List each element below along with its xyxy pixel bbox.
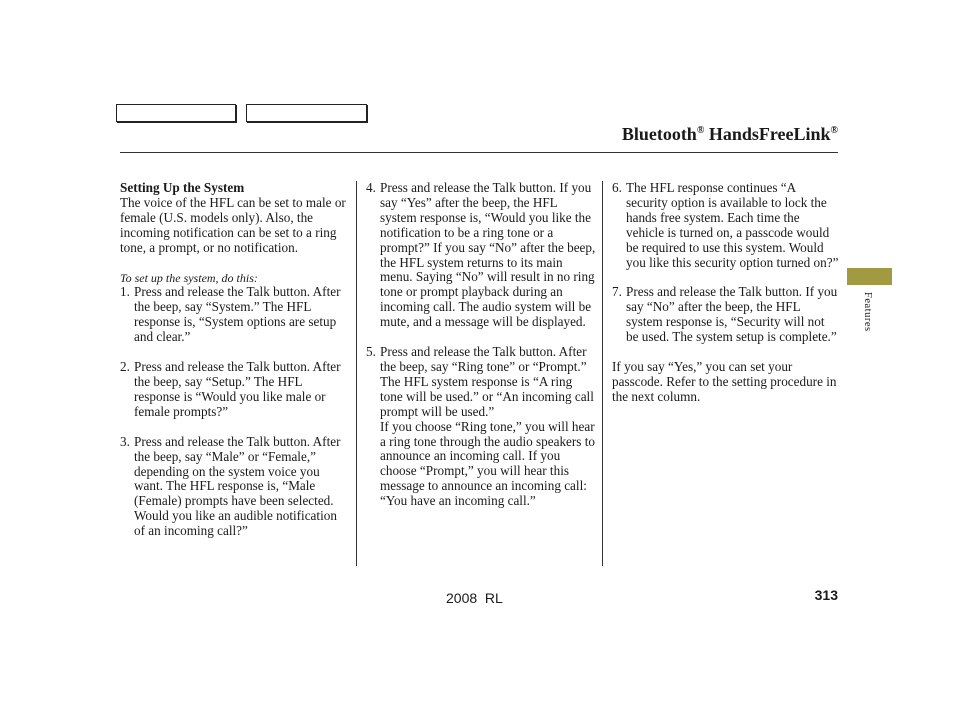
- step-number: 3.: [120, 433, 130, 449]
- title-bluetooth: Bluetooth: [621, 124, 697, 144]
- intro-paragraph: The voice of the HFL can be set to male or female (U.S. models only). Also, the incoming notification can be set to a ring tone, a prompt, or no notification.: [120, 194, 346, 255]
- step-7: [612, 285, 840, 345]
- step-1: [120, 285, 346, 345]
- step-text: Press and release the Talk button. After the beep, say “Setup.” The HFL response is “Would you like male or female prompts?”: [134, 359, 341, 419]
- step-2: [120, 360, 346, 420]
- header-rule: [120, 152, 838, 153]
- step-number: 1.: [120, 284, 130, 300]
- step-5: [366, 345, 596, 509]
- registered-mark: ®: [830, 125, 838, 136]
- step-number: 5.: [366, 344, 376, 360]
- model-label: 2008 RL: [446, 590, 503, 606]
- step-number: 4.: [366, 180, 376, 195]
- step-text: Press and release the Talk button. After the beep, say “Male” or “Female,” depending on the system voice you want. The HFL response is, “Male (Female) prompts have been selected. Would you like an audible notification of an incoming call?”: [134, 433, 341, 539]
- section-label: Features: [862, 292, 873, 332]
- step-3: [120, 435, 346, 539]
- column-1: [120, 181, 346, 539]
- nav-button-2[interactable]: [246, 104, 367, 122]
- step-4: [366, 181, 596, 330]
- step-number: 2.: [120, 359, 130, 375]
- page-title: [622, 124, 838, 145]
- section-heading: Setting Up the System: [120, 180, 245, 195]
- column-2: [366, 181, 596, 509]
- column-divider: [356, 181, 357, 566]
- column-3: [612, 181, 840, 405]
- registered-mark: ®: [696, 125, 705, 136]
- step-text: Press and release the Talk button. After the beep, say “System.” The HFL response is, “System options are setup and clear.”: [134, 284, 341, 345]
- page-number: 313: [814, 587, 838, 603]
- step-text: The HFL response continues “A security option is available to lock the hands free system. Each time the vehicle is turned on, a passcode would be required to use this system. Would you like this security option turned on?”: [626, 180, 839, 270]
- step-text: Press and release the Talk button. After the beep, say “Ring tone” or “Prompt.” The HFL system response is “A ring tone will be used.” or “An incoming call prompt will be used.”: [380, 344, 594, 419]
- title-handsfreelink: HandsFreeLink: [704, 124, 831, 144]
- section-tab[interactable]: [847, 268, 892, 285]
- step-number: 6.: [612, 180, 622, 195]
- step-text: Press and release the Talk button. If you say “No” after the beep, the HFL system response is, “Security will not be used. The system setup is complete.”: [626, 284, 838, 345]
- instructions-intro: To set up the system, do this:: [120, 270, 258, 285]
- step-6: [612, 181, 840, 270]
- step-text-continued: If you choose “Ring tone,” you will hear a ring tone through the audio speakers to announce an incoming call. If you choose “Prompt,” you will hear this message to announce an incoming call: “You have an incoming call.”: [380, 418, 595, 509]
- column-divider: [602, 181, 603, 566]
- closing-paragraph: If you say “Yes,” you can set your passcode. Refer to the setting procedure in the next column.: [612, 359, 837, 404]
- step-text: Press and release the Talk button. If you say “Yes” after the beep, the HFL system response is, “Would you like the notification to be a ring tone or a prompt?” If you say “No” after the beep, the HFL system returns to its main menu. Saying “No” will result in no ring tone or prompt playback during an incoming call. The audio system will be mute, and a message will be displayed.: [380, 180, 596, 330]
- step-number: 7.: [612, 284, 622, 300]
- nav-button-1[interactable]: [116, 104, 236, 122]
